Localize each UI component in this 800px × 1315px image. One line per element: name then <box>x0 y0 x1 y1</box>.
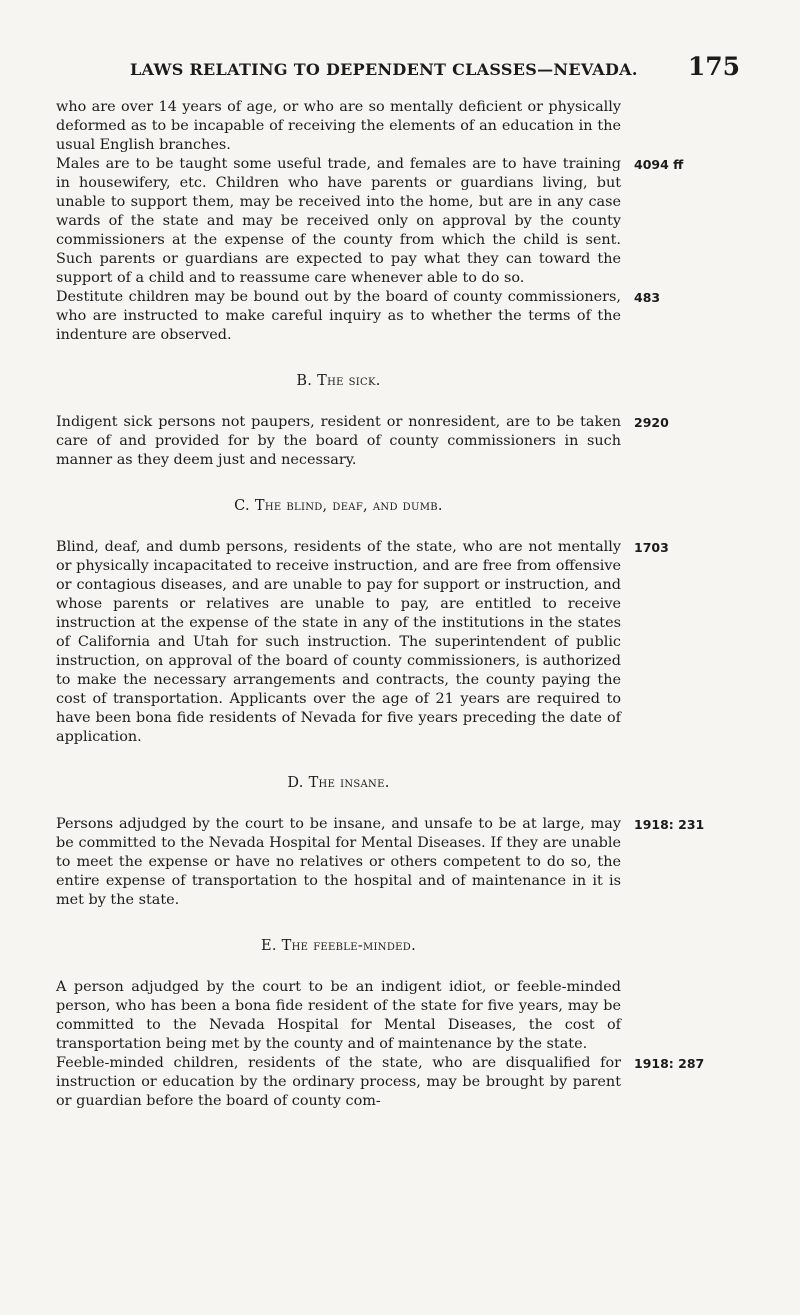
margin-reference: 4094 ff <box>634 157 684 172</box>
paragraph-block-destitute <box>56 288 661 345</box>
margin-reference: 1918: 287 <box>634 1056 705 1071</box>
page-number: 175 <box>687 52 740 81</box>
paragraph-continuation: who are over 14 years of age, or who are so mentally deficient or physically deformed as to be incapable of receiving the elements of an education in the usual English branches. <box>56 99 621 153</box>
margin-reference: 1918: 231 <box>634 817 705 832</box>
page-header <box>130 52 740 81</box>
margin-reference: 2920 <box>634 415 669 430</box>
paragraph-block-feeble-minded-children <box>56 1054 705 1111</box>
paragraph-indigent-sick: Indigent sick persons not paupers, resident or nonresident, are to be taken care of and provided for by the board of county commissioners in such manner as they deem just and necessary. <box>56 414 621 468</box>
paragraph-block-insane <box>56 815 705 910</box>
margin-reference: 483 <box>634 290 661 305</box>
margin-reference: 1703 <box>634 540 669 555</box>
paragraph-block-males <box>56 155 684 288</box>
paragraph-insane-persons: Persons adjudged by the court to be insane, and unsafe to be at large, may be committed to the Nevada Hospital for Mental Diseases. If they are unable to meet the expense or have no relatives or others competent to do so, the entire expense of transportation to the hospital and of maintenance in it is met by the state. <box>56 816 621 908</box>
section-heading-sick: B. The sick. <box>296 373 381 389</box>
paragraph-destitute-children: Destitute children may be bound out by the board of county commissioners, who are instructed to make careful inquiry as to whether the terms of the indenture are observed. <box>56 289 621 343</box>
paragraph-feeble-minded-children: Feeble-minded children, residents of the state, who are disqualified for instruction or education by the ordinary process, may be brought by parent or guardian before the board of county com- <box>56 1055 621 1109</box>
paragraph-blind-deaf-dumb: Blind, deaf, and dumb persons, residents of the state, who are not mentally or physically incapacitated to receive instruction, and are free from offensive or contagious diseases, and are unable to pay for support or instruction, and whose parents or relatives are unable to pay, are entitled to receive instruction at the expense of the state in any of the institutions in the states of California and Utah for such instruction. The superintendent of public instruction, on approval of the board of county commissioners, is authorized to make the necessary arrangements and contracts, the county paying the cost of transportation. Applicants over the age of 21 years are required to have been bona fide residents of Nevada for five years preceding the date of application. <box>56 539 621 745</box>
running-head: LAWS RELATING TO DEPENDENT CLASSES—NEVADA. <box>130 60 638 79</box>
paragraph-block-sick <box>56 413 669 470</box>
section-heading-insane: D. The insane. <box>287 775 390 791</box>
paragraph-block-blind <box>56 538 669 747</box>
paragraph-males-training: Males are to be taught some useful trade, and females are to have training in housewifery, etc. Children who have parents or guardians living, but unable to support them, may be received into the home, but are in any case wards of the state and may be received only on approval by the county commissioners at the expense of the county from which the child is sent. Such parents or guardians are expected to pay what they can toward the support of a child and to reassume care whenever able to do so. <box>56 156 621 286</box>
section-heading-blind-deaf-dumb: C. The blind, deaf, and dumb. <box>234 498 443 514</box>
text-column <box>56 98 705 1111</box>
section-heading-feeble-minded: E. The feeble-minded. <box>260 938 416 954</box>
paragraph-indigent-idiot: A person adjudged by the court to be an indigent idiot, or feeble-minded person, who has been a bona fide resident of the state for five years, may be committed to the Nevada Hospital for Mental Diseases, the cost of transportation being met by the county and of maintenance by the state. <box>56 979 621 1052</box>
